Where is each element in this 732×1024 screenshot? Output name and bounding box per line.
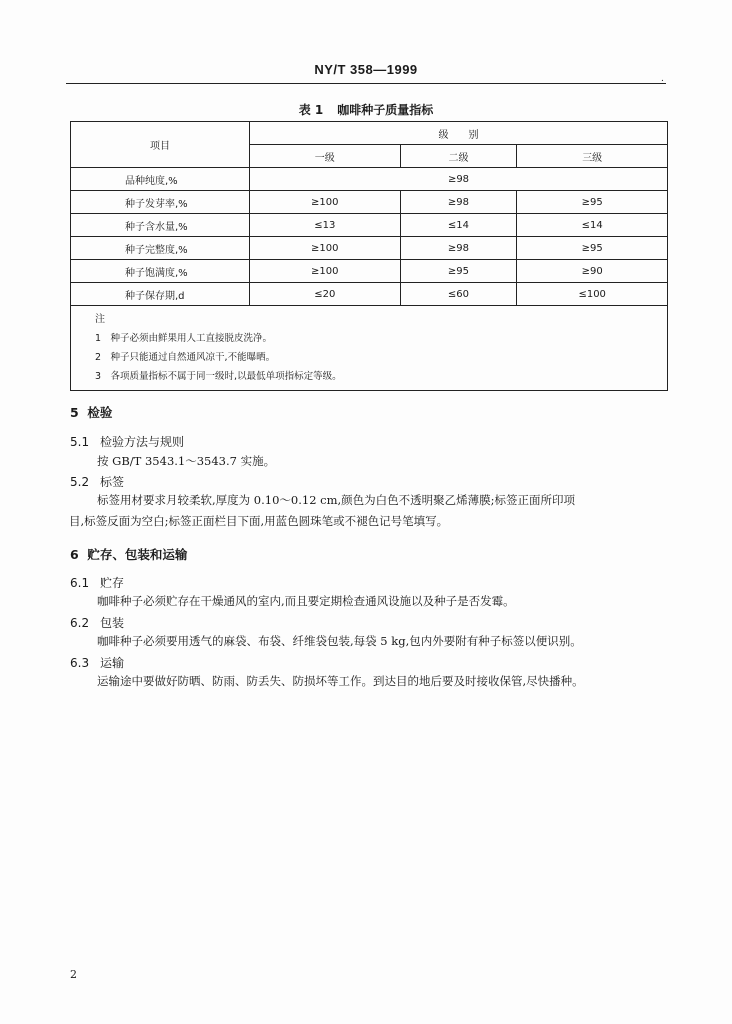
header-grade-3: 三级 [517, 145, 668, 168]
section-number: 6.2 [70, 616, 90, 630]
section-6-2-heading [70, 614, 124, 631]
row-value: ≥100 [250, 237, 401, 260]
page-number: 2 [70, 968, 77, 981]
section-title: 包装 [100, 616, 125, 630]
section-number: 6.3 [70, 656, 90, 670]
quality-table [70, 121, 668, 391]
section-5-2-heading [70, 473, 124, 490]
header-grade-2: 二级 [400, 145, 517, 168]
row-value: ≥95 [517, 191, 668, 214]
row-value: ≤14 [517, 214, 668, 237]
row-label: 种子含水量,% [71, 214, 250, 237]
row-value: ≤13 [250, 214, 401, 237]
row-label: 种子饱满度,% [71, 260, 250, 283]
section-5-1-body: 按 GB/T 3543.1～3543.7 实施。 [97, 454, 276, 468]
row-value: ≥95 [400, 260, 517, 283]
section-6-3-heading [70, 654, 124, 671]
row-value: ≥98 [400, 191, 517, 214]
table-header-row [71, 122, 668, 145]
section-number: 6.1 [70, 576, 90, 590]
note-item: 1 种子必须由鲜果用人工直接脱皮洗净。 [95, 333, 273, 344]
header-item: 项目 [71, 122, 250, 168]
section-number: 5.1 [70, 435, 90, 449]
table-row [71, 191, 668, 214]
row-label: 品种纯度,% [71, 168, 250, 191]
row-value: ≥100 [250, 191, 401, 214]
table-number: 表 1 [298, 103, 324, 117]
section-6-3-body: 运输途中要做好防晒、防雨、防丢失、防损坏等工作。到达目的地后要及时接收保管,尽快播种。 [97, 674, 584, 688]
row-value-merged: ≥98 [250, 168, 668, 191]
header-grade: 级 别 [250, 122, 668, 145]
table-notes [71, 306, 668, 391]
section-number: 5.2 [70, 475, 90, 489]
table-row [71, 283, 668, 306]
body-line: 目,标签反面为空白;标签正面栏目下面,用蓝色圆珠笔或不褪色记号笔填写。 [69, 514, 449, 528]
row-label: 种子保存期,d [71, 283, 250, 306]
row-value: ≤100 [517, 283, 668, 306]
note-item: 2 种子只能通过自然通风凉干,不能曝晒。 [95, 352, 276, 363]
table-caption [0, 101, 732, 118]
section-title: 标签 [100, 475, 125, 489]
section-number: 6 [70, 547, 79, 562]
section-number: 5 [70, 405, 79, 420]
row-value: ≥100 [250, 260, 401, 283]
section-6-1-heading [70, 574, 124, 591]
section-title: 检验 [87, 405, 113, 420]
row-value: ≥95 [517, 237, 668, 260]
table-title: 咖啡种子质量指标 [337, 103, 434, 117]
table-row [71, 168, 668, 191]
row-value: ≤14 [400, 214, 517, 237]
table-row [71, 237, 668, 260]
section-title: 贮存、包装和运输 [87, 547, 188, 562]
section-title: 检验方法与规则 [100, 435, 185, 449]
body-line: 标签用材要求月较柔软,厚度为 0.10～0.12 cm,颜色为白色不透明聚乙烯薄膜;标签正面所印项 [97, 493, 576, 507]
row-value: ≥98 [400, 237, 517, 260]
row-label: 种子发芽率,% [71, 191, 250, 214]
section-5-heading [70, 403, 112, 421]
row-value: ≤20 [250, 283, 401, 306]
corner-mark: . [661, 74, 664, 84]
row-label: 种子完整度,% [71, 237, 250, 260]
header-rule [66, 83, 666, 84]
section-6-1-body: 咖啡种子必须贮存在干燥通风的室内,而且要定期检查通风设施以及种子是否发霉。 [97, 594, 515, 608]
section-5-2-body [69, 490, 677, 532]
note-item: 3 各项质量指标不属于同一级时,以最低单项指标定等级。 [95, 371, 342, 382]
table-row [71, 214, 668, 237]
table-row [71, 260, 668, 283]
section-title: 贮存 [100, 576, 125, 590]
row-value: ≤60 [400, 283, 517, 306]
header-grade-1: 一级 [250, 145, 401, 168]
section-6-heading [70, 545, 187, 563]
notes-row [71, 306, 668, 391]
notes-heading: 注 [95, 314, 105, 325]
row-value: ≥90 [517, 260, 668, 283]
section-6-2-body: 咖啡种子必须要用透气的麻袋、布袋、纤维袋包装,每袋 5 kg,包内外要附有种子标签以便识别。 [97, 634, 582, 648]
standard-code: NY/T 358—1999 [314, 62, 418, 77]
section-5-1-heading [70, 433, 184, 450]
section-title: 运输 [100, 656, 125, 670]
